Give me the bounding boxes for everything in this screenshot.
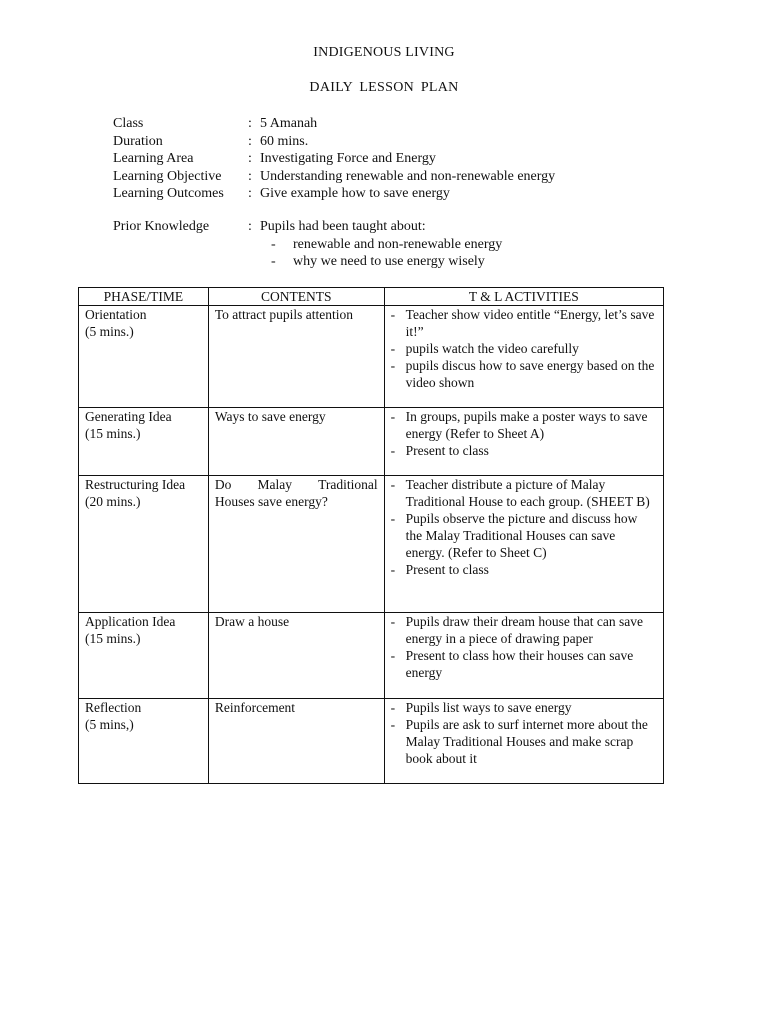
prior-knowledge-item-text: renewable and non-renewable energy: [293, 236, 503, 252]
prior-knowledge-item-text: why we need to use energy wisely: [293, 254, 485, 269]
table-row: [79, 408, 664, 476]
lesson-plan-table: [78, 287, 664, 784]
activity-item: [391, 510, 657, 561]
content-line: Houses save energy?: [214, 494, 328, 509]
bullet-dash: -: [390, 443, 396, 458]
bullet-dash: -: [390, 511, 396, 526]
phase-name: Generating Idea: [85, 409, 172, 424]
activity-item: [391, 442, 657, 459]
bullet-dash: -: [390, 700, 396, 715]
prior-knowledge-list: [113, 236, 502, 271]
activity-text: Present to class how their houses can save energy: [405, 648, 634, 680]
activities-list: [391, 408, 657, 459]
info-colon: :: [248, 151, 252, 166]
info-colon: :: [248, 168, 252, 184]
phase-time: (15 mins.): [85, 426, 141, 441]
phase-time: (20 mins.): [85, 494, 141, 509]
activities-list: [391, 306, 657, 391]
info-value: Understanding renewable and non-renewable energy: [260, 168, 556, 184]
prior-knowledge-item: [260, 236, 502, 254]
prior-knowledge-row: [113, 218, 502, 236]
activities-cell: [384, 699, 663, 784]
activity-item: [391, 647, 657, 681]
prior-knowledge-item: [260, 253, 502, 271]
info-label: Class: [113, 116, 144, 131]
activities-list: [391, 476, 657, 578]
info-label: Learning Area: [113, 151, 194, 166]
phase-cell: [79, 476, 209, 613]
phase-name: Orientation: [85, 307, 147, 322]
phase-cell: [79, 306, 209, 408]
activity-text: Pupils observe the picture and discuss how the Malay Traditional Houses can save energy. (Refer to Sheet C): [405, 511, 638, 560]
info-row-learning-objective: [113, 168, 555, 186]
activity-text: Teacher distribute a picture of Malay Traditional House to each group. (SHEET B): [405, 477, 650, 509]
info-row-class: [113, 115, 555, 133]
activity-item: [391, 716, 657, 767]
activity-text: Pupils are ask to surf internet more about the Malay Traditional Houses and make scrap book about it: [405, 717, 648, 766]
bullet-dash: -: [390, 358, 396, 373]
info-value: Investigating Force and Energy: [260, 151, 436, 166]
table-row: [79, 699, 664, 784]
info-label: Duration: [113, 133, 163, 149]
phase-name: Reflection: [85, 700, 142, 715]
header-activities: T & L ACTIVITIES: [384, 288, 663, 306]
table-row: [79, 613, 664, 699]
activities-cell: [384, 476, 663, 613]
content-word: Do: [214, 477, 232, 492]
activity-text: pupils discus how to save energy based on the video shown: [405, 358, 655, 390]
activity-item: [391, 357, 657, 391]
bullet-dash: -: [390, 562, 396, 577]
bullet-dash: -: [390, 614, 396, 629]
bullet-dash: -: [390, 477, 396, 492]
bullet-dash: -: [390, 341, 396, 356]
info-value: Give example how to save energy: [260, 186, 450, 201]
info-colon: :: [248, 186, 252, 201]
prior-knowledge-label: Prior Knowledge: [113, 219, 210, 234]
bullet-dash: -: [271, 236, 276, 252]
phase-name: Restructuring Idea: [85, 477, 186, 492]
activity-text: Present to class: [405, 443, 489, 458]
phase-time: (5 mins,): [85, 717, 134, 732]
content-line: [215, 476, 378, 493]
info-row-learning-outcomes: [113, 185, 555, 203]
document-title: INDIGENOUS LIVING: [313, 45, 455, 60]
bullet-dash: -: [390, 717, 396, 732]
activity-text: In groups, pupils make a poster ways to save energy (Refer to Sheet A): [405, 409, 648, 441]
phase-time: (15 mins.): [85, 631, 141, 646]
activity-item: [391, 408, 657, 442]
activity-text: Pupils list ways to save energy: [405, 700, 572, 715]
content-word: Traditional: [318, 477, 378, 492]
info-value: 5 Amanah: [260, 116, 318, 131]
bullet-dash: -: [390, 307, 396, 322]
phase-time: (5 mins.): [85, 324, 134, 339]
activities-list: [391, 699, 657, 767]
activity-item: [391, 306, 657, 340]
activity-text: pupils watch the video carefully: [405, 341, 579, 356]
activities-cell: [384, 408, 663, 476]
activities-cell: [384, 306, 663, 408]
info-label: Learning Outcomes: [113, 186, 224, 201]
activities-cell: [384, 613, 663, 699]
activities-list: [391, 613, 657, 681]
activity-item: [391, 699, 657, 716]
phase-cell: [79, 408, 209, 476]
info-colon: :: [248, 133, 252, 149]
prior-knowledge: [113, 218, 502, 271]
header-phase-time: PHASE/TIME: [79, 288, 209, 306]
table-row: [79, 306, 664, 408]
content-cell: Draw a house: [208, 613, 384, 699]
info-value: 60 mins.: [260, 133, 309, 149]
bullet-dash: -: [390, 409, 396, 424]
content-cell: To attract pupils attention: [208, 306, 384, 408]
info-row-learning-area: [113, 150, 555, 168]
info-colon: :: [248, 116, 252, 131]
table-header-row: [79, 288, 664, 306]
activity-item: [391, 613, 657, 647]
lesson-info: [113, 115, 555, 203]
content-cell: Ways to save energy: [208, 408, 384, 476]
content-word: Malay: [257, 477, 292, 492]
info-colon: :: [248, 219, 252, 234]
phase-name: Application Idea: [85, 614, 176, 629]
phase-cell: [79, 699, 209, 784]
info-label: Learning Objective: [113, 168, 222, 184]
phase-cell: [79, 613, 209, 699]
prior-knowledge-value: Pupils had been taught about:: [260, 219, 426, 234]
activity-text: Pupils draw their dream house that can save energy in a piece of drawing paper: [405, 614, 643, 646]
header-contents: CONTENTS: [208, 288, 384, 306]
bullet-dash: -: [390, 648, 396, 663]
bullet-dash: -: [271, 254, 276, 269]
table-row: [79, 476, 664, 613]
activity-item: [391, 340, 657, 357]
activity-text: Teacher show video entitle “Energy, let’s save it!”: [405, 307, 655, 339]
activity-text: Present to class: [405, 562, 489, 577]
content-cell: Reinforcement: [208, 699, 384, 784]
info-row-duration: [113, 133, 555, 151]
document-subtitle: DAILY LESSON PLAN: [309, 80, 459, 95]
activity-item: [391, 561, 657, 578]
content-cell: [208, 476, 384, 613]
activity-item: [391, 476, 657, 510]
